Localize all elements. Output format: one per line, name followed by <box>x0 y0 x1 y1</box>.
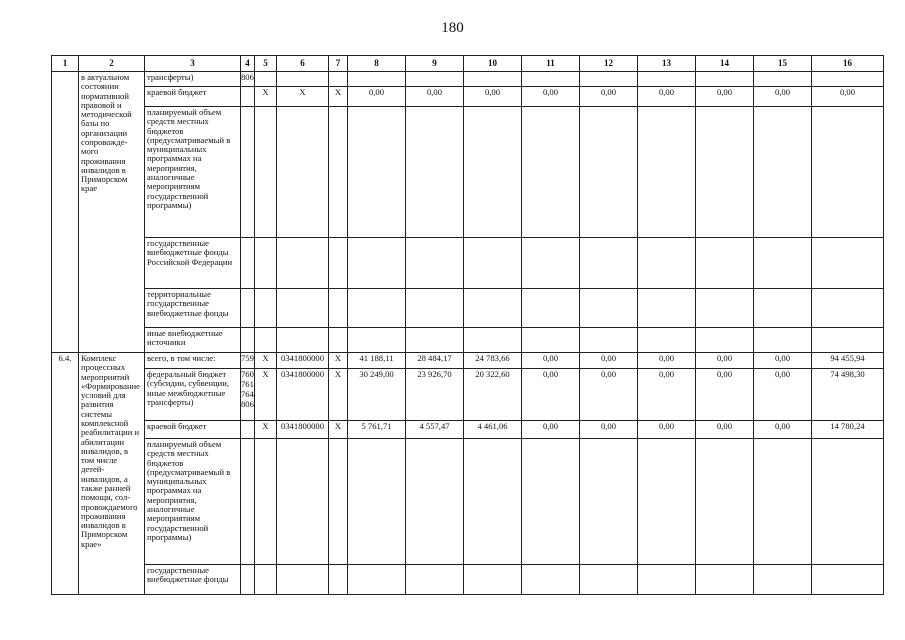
item-name: в актуальном состоянии нормативной правовой и методической базы по организации сопровожде-мого проживания инвалидов в Приморском крае <box>79 72 145 353</box>
value-cell <box>464 238 522 289</box>
funding-source: трансферты) <box>145 72 241 87</box>
column-7-cell: X <box>329 421 348 439</box>
value-cell: 20 322,60 <box>464 369 522 421</box>
value-cell <box>812 238 884 289</box>
value-cell <box>522 238 580 289</box>
value-cell: 0,00 <box>522 369 580 421</box>
code-cell <box>241 107 255 238</box>
value-cell: 0,00 <box>580 87 638 107</box>
value-cell <box>812 439 884 565</box>
value-cell: 23 926,70 <box>406 369 464 421</box>
value-cell <box>696 565 754 595</box>
target-article-cell <box>277 439 329 565</box>
value-cell <box>754 289 812 328</box>
code-cell <box>241 238 255 289</box>
code-value: 761 <box>241 379 254 389</box>
value-cell <box>580 107 638 238</box>
value-cell: 0,00 <box>348 87 406 107</box>
code-cell <box>241 328 255 353</box>
table-row <box>52 439 884 565</box>
value-cell <box>638 439 696 565</box>
code-value <box>241 88 254 98</box>
column-5-cell: X <box>255 369 277 421</box>
value-cell: 28 484,17 <box>406 353 464 369</box>
header-cell: 12 <box>580 56 638 72</box>
value-cell <box>638 238 696 289</box>
value-cell: 0,00 <box>580 353 638 369</box>
table-row <box>52 87 884 107</box>
value-cell <box>812 107 884 238</box>
value-cell: 0,00 <box>638 353 696 369</box>
header-cell: 9 <box>406 56 464 72</box>
budget-table <box>51 55 884 595</box>
column-7-cell <box>329 565 348 595</box>
code-value: 760 <box>241 369 254 379</box>
value-cell <box>348 289 406 328</box>
value-cell <box>522 328 580 353</box>
value-cell <box>522 565 580 595</box>
value-cell: 94 455,94 <box>812 353 884 369</box>
header-cell: 16 <box>812 56 884 72</box>
column-7-cell <box>329 72 348 87</box>
value-cell: 24 783,66 <box>464 353 522 369</box>
column-5-cell <box>255 439 277 565</box>
code-value <box>241 239 254 249</box>
header-cell: 15 <box>754 56 812 72</box>
value-cell: 0,00 <box>522 353 580 369</box>
code-cell <box>241 565 255 595</box>
code-value <box>241 422 254 432</box>
value-cell: 0,00 <box>580 369 638 421</box>
value-cell: 30 249,00 <box>348 369 406 421</box>
funding-source: государственные внебюджетные фонды Российской Федерации <box>145 238 241 289</box>
target-article-cell: 0341800000 <box>277 369 329 421</box>
table-row <box>52 107 884 238</box>
header-cell: 8 <box>348 56 406 72</box>
value-cell <box>754 107 812 238</box>
value-cell <box>522 289 580 328</box>
value-cell <box>638 328 696 353</box>
value-cell <box>638 107 696 238</box>
value-cell <box>638 289 696 328</box>
value-cell: 0,00 <box>638 369 696 421</box>
value-cell: 0,00 <box>580 421 638 439</box>
target-article-cell: X <box>277 87 329 107</box>
funding-source: краевой бюджет <box>145 421 241 439</box>
value-cell <box>696 72 754 87</box>
code-value: 806 <box>241 72 254 82</box>
value-cell <box>696 439 754 565</box>
header-cell: 2 <box>79 56 145 72</box>
value-cell <box>580 328 638 353</box>
target-article-cell <box>277 565 329 595</box>
value-cell <box>464 328 522 353</box>
funding-source: территориальные государственные внебюджетные фонды <box>145 289 241 328</box>
header-cell: 6 <box>277 56 329 72</box>
column-5-cell: X <box>255 87 277 107</box>
value-cell <box>348 565 406 595</box>
item-name: Комплекс процессных мероприятий «Формирование условий для развития системы комплексной реабилитации и абилитации инвалидов, в том числе детей-инвалидов, а также ранней помощи, сол-провождаемого проживания инвалидов в Приморском крае» <box>79 353 145 595</box>
value-cell <box>754 238 812 289</box>
value-cell: 0,00 <box>638 421 696 439</box>
target-article-cell <box>277 238 329 289</box>
value-cell <box>406 72 464 87</box>
table-row <box>52 238 884 289</box>
header-cell: 3 <box>145 56 241 72</box>
target-article-cell: 0341800000 <box>277 421 329 439</box>
table-row <box>52 353 884 369</box>
value-cell <box>812 289 884 328</box>
page-number: 180 <box>441 20 464 36</box>
item-number <box>52 72 79 353</box>
target-article-cell <box>277 328 329 353</box>
column-5-cell: X <box>255 421 277 439</box>
code-cell <box>241 421 255 439</box>
column-7-cell <box>329 439 348 565</box>
value-cell: 4 557,47 <box>406 421 464 439</box>
header-row <box>52 56 884 72</box>
value-cell <box>464 439 522 565</box>
funding-source: всего, в том числе: <box>145 353 241 369</box>
value-cell: 14 780,24 <box>812 421 884 439</box>
value-cell <box>696 107 754 238</box>
header-cell: 10 <box>464 56 522 72</box>
value-cell: 0,00 <box>754 369 812 421</box>
value-cell: 41 188,11 <box>348 353 406 369</box>
code-cell <box>241 353 255 369</box>
value-cell <box>406 565 464 595</box>
column-5-cell <box>255 72 277 87</box>
table-row <box>52 289 884 328</box>
value-cell <box>812 72 884 87</box>
header-cell: 4 <box>241 56 255 72</box>
value-cell <box>406 238 464 289</box>
value-cell: 0,00 <box>696 421 754 439</box>
value-cell: 0,00 <box>754 353 812 369</box>
table-row <box>52 565 884 595</box>
value-cell <box>754 439 812 565</box>
code-cell <box>241 439 255 565</box>
value-cell <box>812 328 884 353</box>
value-cell <box>348 72 406 87</box>
value-cell <box>406 328 464 353</box>
value-cell <box>348 238 406 289</box>
value-cell <box>464 565 522 595</box>
value-cell <box>464 289 522 328</box>
code-value <box>241 440 254 450</box>
column-7-cell: X <box>329 87 348 107</box>
value-cell <box>638 72 696 87</box>
funding-source: планируемый объем средств местных бюджетов (предусматриваемый в муниципальных программах на мероприятия, аналогичные мероприятиям государственной программы) <box>145 439 241 565</box>
value-cell <box>696 328 754 353</box>
value-cell <box>696 238 754 289</box>
target-article-cell <box>277 107 329 238</box>
header-cell: 1 <box>52 56 79 72</box>
value-cell <box>812 565 884 595</box>
table-row <box>52 72 884 87</box>
code-cell <box>241 87 255 107</box>
value-cell <box>348 107 406 238</box>
column-7-cell <box>329 289 348 328</box>
value-cell <box>348 328 406 353</box>
code-cell <box>241 369 255 421</box>
code-value: 759 <box>241 353 254 363</box>
code-cell <box>241 289 255 328</box>
target-article-cell <box>277 289 329 328</box>
value-cell <box>754 328 812 353</box>
value-cell: 0,00 <box>522 421 580 439</box>
value-cell <box>696 289 754 328</box>
value-cell: 74 498,30 <box>812 369 884 421</box>
value-cell: 0,00 <box>696 369 754 421</box>
column-5-cell <box>255 289 277 328</box>
table-row <box>52 328 884 353</box>
header-cell: 5 <box>255 56 277 72</box>
funding-source: государственные внебюджетные фонды <box>145 565 241 595</box>
header-cell: 13 <box>638 56 696 72</box>
header-cell: 14 <box>696 56 754 72</box>
value-cell <box>754 72 812 87</box>
value-cell: 0,00 <box>696 87 754 107</box>
code-value <box>241 566 254 576</box>
target-article-cell: 0341800000 <box>277 353 329 369</box>
column-7-cell: X <box>329 369 348 421</box>
column-5-cell <box>255 565 277 595</box>
value-cell <box>580 439 638 565</box>
column-5-cell <box>255 107 277 238</box>
header-cell: 7 <box>329 56 348 72</box>
value-cell <box>406 289 464 328</box>
code-cell <box>241 72 255 87</box>
value-cell <box>580 72 638 87</box>
value-cell <box>522 107 580 238</box>
column-7-cell: X <box>329 353 348 369</box>
value-cell: 4 461,06 <box>464 421 522 439</box>
column-7-cell <box>329 328 348 353</box>
column-7-cell <box>329 107 348 238</box>
column-5-cell <box>255 238 277 289</box>
value-cell <box>754 565 812 595</box>
value-cell: 5 761,71 <box>348 421 406 439</box>
value-cell: 0,00 <box>522 87 580 107</box>
column-5-cell <box>255 328 277 353</box>
value-cell <box>522 72 580 87</box>
item-number: 6.4. <box>52 353 79 595</box>
header-cell: 11 <box>522 56 580 72</box>
value-cell: 0,00 <box>754 87 812 107</box>
code-value: 806 <box>241 399 254 409</box>
value-cell: 0,00 <box>812 87 884 107</box>
funding-source: краевой бюджет <box>145 87 241 107</box>
column-7-cell <box>329 238 348 289</box>
code-value <box>241 108 254 118</box>
value-cell: 0,00 <box>464 87 522 107</box>
code-value <box>241 329 254 339</box>
table-row <box>52 369 884 421</box>
value-cell: 0,00 <box>696 353 754 369</box>
value-cell <box>580 289 638 328</box>
value-cell: 0,00 <box>638 87 696 107</box>
target-article-cell <box>277 72 329 87</box>
funding-source: планируемый объем средств местных бюджетов (предусматриваемый в муниципальных программах на мероприятия, аналогичные мероприятиям государственной программы) <box>145 107 241 238</box>
value-cell <box>464 72 522 87</box>
value-cell <box>580 565 638 595</box>
value-cell <box>464 107 522 238</box>
value-cell: 0,00 <box>754 421 812 439</box>
column-5-cell: X <box>255 353 277 369</box>
value-cell <box>580 238 638 289</box>
code-value: 764 <box>241 389 254 399</box>
value-cell <box>406 107 464 238</box>
value-cell <box>348 439 406 565</box>
funding-source: иные внебюджетные источники <box>145 328 241 353</box>
value-cell <box>406 439 464 565</box>
value-cell <box>638 565 696 595</box>
value-cell <box>522 439 580 565</box>
value-cell: 0,00 <box>406 87 464 107</box>
code-value <box>241 290 254 300</box>
table-row <box>52 421 884 439</box>
funding-source: федеральный бюджет (субсидии, субвенции, иные межбюджетные трансферты) <box>145 369 241 421</box>
